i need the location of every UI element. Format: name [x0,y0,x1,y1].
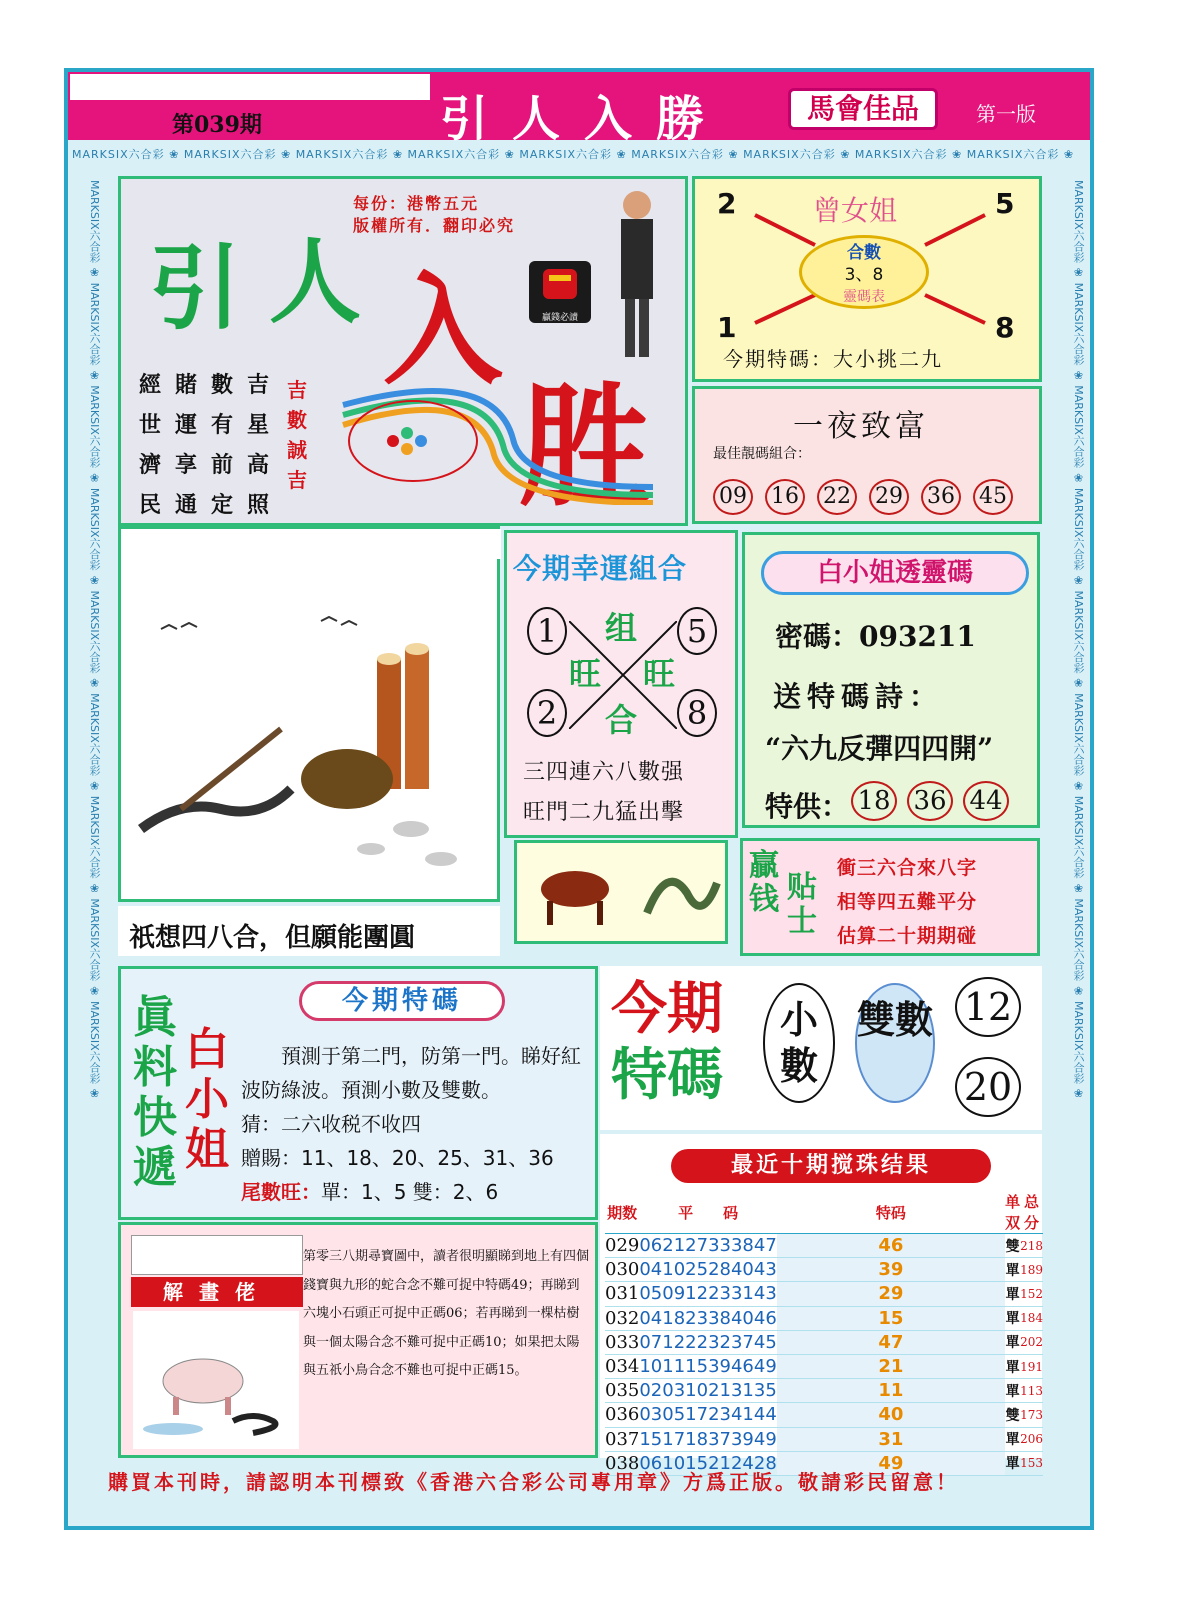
ball-cell: 49 [753,1356,777,1378]
special-cell: 46 [777,1234,1005,1258]
ball-cell: 23 [708,1283,731,1305]
col-header: 总分 [1020,1191,1043,1234]
ball-cell: 18 [662,1307,686,1329]
number-circle: 36 [921,479,961,515]
tema-number: 12 [955,977,1021,1037]
ball-cell: 23 [708,1404,731,1426]
ball-cell: 10 [639,1356,663,1378]
odd-even-cell: 單 [1005,1451,1020,1475]
special-panel [118,966,598,1220]
total-cell: 189 [1020,1258,1043,1282]
issue-cell: 033 [605,1331,640,1353]
marksix-strip-left: MARKSIX六合彩 ❀ MARKSIX六合彩 ❀ MARKSIX六合彩 ❀ MARKSIX六合彩 ❀ MARKSIX六合彩 ❀ MARKSIX六合彩 ❀ MARKSIX六合彩 ❀ MARKSIX六合彩 ❀ MARKSIX六合彩 ❀ [88,180,101,1101]
zodiac-number: 1 [717,311,737,344]
poem-line: 世運有星 [139,412,284,438]
lucky-glyph: 组 [605,609,638,647]
table-row [605,1282,1043,1306]
bai-title: 白小姐透靈碼 [761,551,1029,595]
zodiac-title: 曾女姐 [813,194,898,227]
tip-lines [837,851,977,953]
col-header: 特码 [777,1191,1005,1234]
bai-panel [742,532,1040,828]
zodiac-oval [799,235,929,309]
ball-cell: 23 [685,1307,709,1329]
ball-cell: 21 [662,1235,686,1257]
issue-cell: 034 [605,1356,640,1378]
lucky-line: 三四連六八數强 [523,760,685,785]
stamp-rainbow-icon [333,385,663,505]
tema-title-a: 今期 [611,977,723,1042]
ball-cell: 37 [708,1428,731,1450]
total-cell: 173 [1020,1403,1043,1427]
ball-cell: 09 [662,1283,686,1305]
number-circle: 36 [907,781,953,821]
poem-line: 民通定照 [139,492,284,518]
special-mid-column: 白小姐 [185,1024,229,1175]
results-body [605,1234,1043,1476]
hero-char-2: 人 [269,229,362,336]
table-row [605,1258,1043,1282]
special-cell: 11 [777,1379,1005,1403]
tail-line [241,1175,593,1209]
ball-cell: 24 [730,1452,754,1474]
total-cell: 218 [1020,1234,1043,1258]
ball-cell: 10 [662,1452,686,1474]
poem-line: 經賭數吉 [139,372,284,398]
odd-even-cell: 單 [1005,1427,1020,1451]
number-circle: 16 [765,479,805,515]
zodiac-panel [692,176,1042,382]
results-header-row [605,1191,1043,1234]
puzzle-picture [118,526,500,902]
special-cell: 29 [777,1282,1005,1306]
hedgehog-scene-icon [121,559,497,899]
ball-cell: 12 [662,1331,686,1353]
ball-cell: 43 [753,1259,777,1281]
ball-cell: 38 [730,1235,754,1257]
tema-number: 20 [955,1057,1021,1117]
hero-poem [139,365,283,525]
tema-oval-even: 雙數 [855,983,935,1103]
edition-label: 第一版 [976,102,1036,126]
ball-cell: 31 [730,1380,754,1402]
ball-cell: 39 [708,1356,731,1378]
ball-cell: 17 [662,1428,686,1450]
win-badge-label: 贏錢必讀 [541,313,578,323]
rich-title: 一夜致富 [793,409,929,444]
ball-cell: 40 [730,1307,754,1329]
number-circle: 18 [851,781,897,821]
special-cell: 31 [777,1427,1005,1451]
ball-cell: 03 [662,1380,686,1402]
number-circle: 29 [869,479,909,515]
footer-notice: 購買本刊時，請認明本刊標致《香港六合彩公司專用章》方爲正版。敬請彩民留意！ [108,1470,959,1494]
gift-text: 贈賜：11、18、20、25、31、36 [241,1146,554,1170]
rich-numbers [713,479,1013,515]
pig-scene-icon [133,1311,299,1449]
ball-cell: 47 [753,1235,777,1257]
ball-cell: 37 [730,1331,754,1353]
ball-cell: 31 [730,1283,754,1305]
hero-char-1: 引 [149,235,242,342]
ball-cell: 22 [685,1331,709,1353]
lucky-glyph: 旺 [569,655,602,693]
ball-cell: 17 [685,1404,709,1426]
total-cell: 184 [1020,1306,1043,1330]
number-circle: 44 [963,781,1009,821]
tail-label: 尾數旺： [241,1180,321,1204]
guess-text: 猜：二六收税不收四 [241,1112,421,1136]
results-table [605,1191,1043,1476]
ball-cell: 06 [639,1452,663,1474]
poem-label: 送特碼詩： [773,680,944,713]
tip-line: 估算二十期期碰 [837,925,978,947]
brand-badge: 馬會佳品 [788,88,938,130]
ball-cell: 05 [639,1283,663,1305]
lucky-number: 1 [527,607,567,655]
tema-title-b: 特碼 [611,1043,723,1108]
col-header: 单双 [1005,1193,1021,1232]
table-row [605,1306,1043,1330]
odd-even-cell: 單 [1005,1379,1020,1403]
number-circle: 09 [713,479,753,515]
story-picture [133,1311,299,1449]
ball-cell: 43 [753,1283,777,1305]
ball-cell: 35 [753,1380,777,1402]
man-figure-icon [611,187,663,363]
total-cell: 191 [1020,1354,1043,1378]
secret-code: 密碼：093211 [775,620,976,653]
table-row [605,1403,1043,1427]
tip-line: 相等四五難平分 [837,891,978,913]
rich-panel [692,386,1042,524]
ball-cell: 33 [708,1235,731,1257]
odd-even-cell: 單 [1005,1282,1020,1306]
ball-cell: 15 [685,1356,709,1378]
ball-cell: 39 [730,1428,754,1450]
tema-title [611,977,741,1109]
ball-cell: 32 [708,1331,731,1353]
zodiac-number: 2 [717,187,737,220]
odd-even-cell: 單 [1005,1354,1020,1378]
special-cell: 47 [777,1330,1005,1354]
oval-line: 合數 [847,243,881,263]
ball-cell: 07 [639,1331,663,1353]
poem-text: “六九反彈四四開” [765,732,994,765]
zodiac-number: 8 [995,311,1015,344]
lucky-title: 今期幸運組合 [513,552,688,585]
story-text: 第零三八期尋寶圖中，讀者很明顯睇到地上有四個錢寶與九形的蛇合念不難可捉中特碼49；再睇到六塊小石頭正可捉中正碼06；若再睇到一棵枯樹與一個太陽合念不難可捉中正碼10；如果把太陽與五祇小鳥合念不難也可捉中正碼15。 [303,1249,590,1378]
poem-line: 濟享前高 [139,452,284,478]
total-cell: 202 [1020,1330,1043,1354]
ball-cell: 04 [639,1259,663,1281]
issue-cell: 037 [605,1428,640,1450]
issue-cell: 035 [605,1380,640,1402]
special-header: 今期特碼 [299,981,505,1021]
ball-cell: 28 [708,1259,731,1281]
caption-panel [118,906,500,956]
animals-panel [514,840,728,944]
ball-cell: 03 [639,1404,663,1426]
price-line: 每份：港幣五元 [353,194,480,213]
copyright-line: 版權所有．翻印必究 [353,216,516,235]
ox-dragon-icon [517,843,725,941]
table-row [605,1354,1043,1378]
story-panel [118,1222,598,1458]
ball-cell: 27 [685,1235,709,1257]
ball-cell: 25 [685,1259,709,1281]
fist-icon [529,261,591,307]
zodiac-footer: 今期特碼：大小挑二九 [723,347,943,371]
hero-panel [118,176,688,526]
tip-label-b: 贴士 [787,870,817,939]
issue-cell: 036 [605,1404,640,1426]
special-cell: 40 [777,1403,1005,1427]
oval-line: 靈碼表 [843,289,885,305]
zodiac-number: 5 [995,187,1015,220]
ball-cell: 12 [685,1283,709,1305]
results-panel [600,1134,1043,1474]
ball-cell: 15 [685,1452,709,1474]
ball-cell: 15 [639,1428,663,1450]
table-row [605,1427,1043,1451]
picture-blank [121,529,501,559]
total-cell: 153 [1020,1451,1043,1475]
oval-line: 3、8 [844,265,884,285]
ball-cell: 49 [753,1428,777,1450]
ball-cell: 21 [708,1380,731,1402]
total-cell: 113 [1020,1379,1043,1403]
win-badge [529,261,591,323]
number-circle: 45 [973,479,1013,515]
results-title: 最近十期搅珠结果 [671,1149,991,1183]
ball-cell: 02 [639,1380,663,1402]
ball-cell: 41 [730,1404,754,1426]
odd-even-cell: 單 [1005,1306,1020,1330]
ball-cell: 06 [639,1235,663,1257]
issue-cell: 032 [605,1307,640,1329]
lucky-number: 5 [677,607,717,655]
ball-cell: 40 [730,1259,754,1281]
issue-cell: 029 [605,1235,640,1257]
tail-value: 單：1、5 雙：2、6 [321,1180,499,1204]
ball-cell: 10 [685,1380,709,1402]
issue-cell: 030 [605,1259,640,1281]
issue-cell: 038 [605,1452,640,1474]
odd-even-cell: 雙 [1005,1403,1020,1427]
ball-cell: 28 [753,1452,777,1474]
col-header: 期数 [605,1191,639,1234]
tip-panel [740,838,1040,956]
total-cell: 152 [1020,1282,1043,1306]
price-notice [353,193,515,237]
special-cell: 15 [777,1306,1005,1330]
rich-subtitle: 最佳靚碼組合： [713,446,811,462]
ball-cell: 18 [685,1428,709,1450]
tema-oval-small: 小數 [763,983,835,1103]
paper-title: 引人入勝 [440,91,729,147]
issue-cell: 031 [605,1283,640,1305]
ball-cell: 46 [753,1307,777,1329]
lucky-glyph: 合 [605,701,638,739]
hero-char-4: 胜 [519,371,651,525]
ball-cell: 04 [639,1307,663,1329]
special-cell: 49 [777,1451,1005,1475]
hero-char-3: 入 [383,262,503,401]
ball-cell: 10 [662,1259,686,1281]
col-header: 平 码 [639,1191,776,1234]
ball-cell: 21 [708,1452,731,1474]
tema-panel [600,966,1042,1130]
ball-cell: 44 [753,1404,777,1426]
special-label: 特供： [765,790,850,823]
odd-even-cell: 單 [1005,1330,1020,1354]
story-label: 解畫佬 [131,1277,303,1307]
story-grid [131,1235,303,1275]
ball-cell: 46 [730,1356,754,1378]
hero-side-text: 吉數誠吉 [287,378,307,492]
special-cell: 21 [777,1354,1005,1378]
special-text [241,1039,593,1209]
ball-cell: 38 [708,1307,731,1329]
tip-label-a: 贏钱 [749,848,779,917]
ball-cell: 05 [662,1404,686,1426]
ball-cell: 11 [662,1356,686,1378]
table-row [605,1330,1043,1354]
lucky-number: 8 [677,689,717,737]
ball-cell: 45 [753,1331,777,1353]
marksix-strip-top: MARKSIX六合彩 ❀ MARKSIX六合彩 ❀ MARKSIX六合彩 ❀ MARKSIX六合彩 ❀ MARKSIX六合彩 ❀ MARKSIX六合彩 ❀ MARKSIX六合彩 ❀ MARKSIX六合彩 ❀ MARKSIX六合彩 ❀ [72,148,1075,161]
marksix-strip-right: MARKSIX六合彩 ❀ MARKSIX六合彩 ❀ MARKSIX六合彩 ❀ MARKSIX六合彩 ❀ MARKSIX六合彩 ❀ MARKSIX六合彩 ❀ MARKSIX六合彩 ❀ MARKSIX六合彩 ❀ MARKSIX六合彩 ❀ [1072,180,1085,1101]
total-cell: 206 [1020,1427,1043,1451]
header-blank [70,74,430,100]
prediction-text: 預測于第二門，防第一門。睇好紅波防綠波。預測小數及雙數。 [241,1044,581,1102]
lucky-combo-panel [504,530,738,838]
table-row [605,1234,1043,1258]
lucky-line: 旺門二九猛出擊 [523,800,685,825]
tip-line: 衝三六合來八字 [837,857,978,879]
table-row [605,1379,1043,1403]
special-numbers [851,781,1009,821]
odd-even-cell: 單 [1005,1258,1020,1282]
number-circle: 22 [817,479,857,515]
special-cell: 39 [777,1258,1005,1282]
lucky-glyph: 旺 [643,655,676,693]
odd-even-cell: 雙 [1005,1234,1020,1258]
caption-text: 祇想四八合，但願能團圓 [129,923,416,953]
issue-number: 第039期 [172,112,262,138]
lucky-number: 2 [527,689,567,737]
special-left-column: 眞料快遞 [133,992,177,1193]
